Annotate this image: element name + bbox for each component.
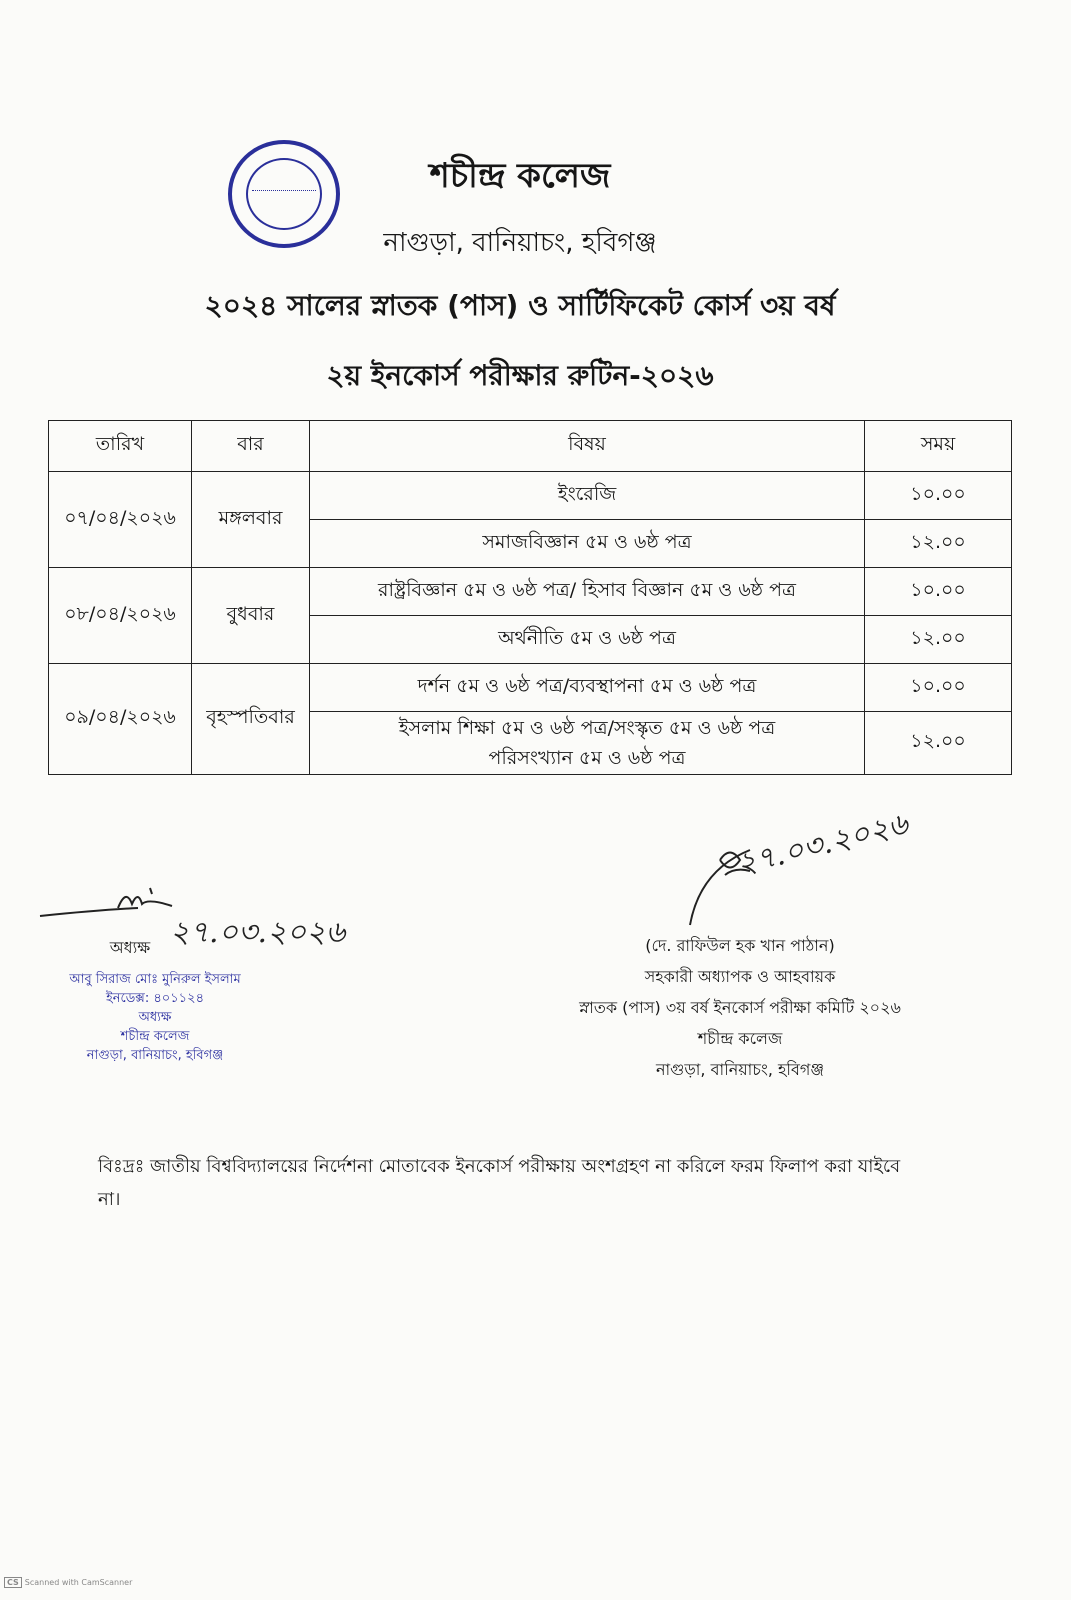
date-cell: ০৯/০৪/২০২৬ bbox=[49, 664, 192, 775]
header-date: তারিখ bbox=[49, 421, 192, 472]
table-row bbox=[49, 664, 1012, 712]
date-cell: ০৭/০৪/২০২৬ bbox=[49, 472, 192, 568]
note-text: বিঃদ্রঃ জাতীয় বিশ্ববিদ্যালয়ের নির্দেশনা মোতাবেক ইনকোর্স পরীক্ষায় অংশগ্রহণ না করিলে ফরম ফিলাপ করা যাইবে না। bbox=[98, 1156, 901, 1210]
day-cell: মঙ্গলবার bbox=[192, 472, 310, 568]
convener-signature-date: ২৭.০৩.২০২৬ bbox=[733, 806, 912, 883]
exam-routine-table bbox=[48, 420, 1012, 775]
subject-cell: ইংরেজি bbox=[310, 472, 865, 520]
subject-cell: দর্শন ৫ম ও ৬ষ্ঠ পত্র/ব্যবস্থাপনা ৫ম ও ৬ষ্ঠ পত্র bbox=[310, 664, 865, 712]
time-cell: ১০.০০ bbox=[865, 568, 1012, 616]
principal-signature bbox=[38, 880, 178, 920]
convener-designation: সহকারী অধ্যাপক ও আহবায়ক bbox=[644, 967, 836, 986]
convener-block bbox=[540, 930, 940, 1085]
college-address: নাগুড়া, বানিয়াচং, হবিগঞ্জ bbox=[383, 228, 657, 258]
scanner-watermark bbox=[4, 1578, 132, 1587]
subject-cell bbox=[310, 712, 865, 775]
principal-designation: অধ্যক্ষ bbox=[109, 938, 151, 957]
time-cell: ১২.০০ bbox=[865, 520, 1012, 568]
stamp-line: ইনডেক্স: ৪০১১২৪ bbox=[105, 991, 205, 1006]
camscanner-logo: CS bbox=[4, 1577, 22, 1588]
document-title: ২য় ইনকোর্স পরীক্ষার রুটিন-২০২৬ bbox=[326, 359, 714, 392]
stamp-line: নাগুড়া, বানিয়াচং, হবিগঞ্জ bbox=[86, 1048, 224, 1063]
header-subject: বিষয় bbox=[310, 421, 865, 472]
convener-name: (দে. রাফিউল হক খান পাঠান) bbox=[645, 936, 835, 955]
time-cell: ১০.০০ bbox=[865, 664, 1012, 712]
principal-stamp bbox=[40, 970, 270, 1065]
subject-cell: সমাজবিজ্ঞান ৫ম ও ৬ষ্ঠ পত্র bbox=[310, 520, 865, 568]
principal-signature-date: ২৭.০৩.২০২৬ bbox=[170, 915, 346, 950]
date-cell: ০৮/০৪/২০২৬ bbox=[49, 568, 192, 664]
table-row bbox=[49, 568, 1012, 616]
time-cell: ১২.০০ bbox=[865, 712, 1012, 775]
stamp-line: শচীন্দ্র কলেজ bbox=[120, 1029, 190, 1044]
convener-college: শচীন্দ্র কলেজ bbox=[697, 1029, 783, 1048]
stamp-line: অধ্যক্ষ bbox=[138, 1010, 172, 1025]
document-subtitle: ২০২৪ সালের স্নাতক (পাস) ও সার্টিফিকেট কোর্স ৩য় বর্ষ bbox=[204, 289, 836, 322]
header-time: সময় bbox=[865, 421, 1012, 472]
convener-address: নাগুড়া, বানিয়াচং, হবিগঞ্জ bbox=[655, 1060, 825, 1079]
watermark-text: Scanned with CamScanner bbox=[24, 1578, 133, 1587]
time-cell: ১০.০০ bbox=[865, 472, 1012, 520]
stamp-line: আবু সিরাজ মোঃ মুনিরুল ইসলাম bbox=[69, 972, 241, 987]
day-cell: বৃহস্পতিবার bbox=[192, 664, 310, 775]
table-row bbox=[49, 472, 1012, 520]
time-cell: ১২.০০ bbox=[865, 616, 1012, 664]
subject-line: পরিসংখ্যান ৫ম ও ৬ষ্ঠ পত্র bbox=[488, 747, 686, 769]
subject-line: ইসলাম শিক্ষা ৫ম ও ৬ষ্ঠ পত্র/সংস্কৃত ৫ম ও ৬ষ্ঠ পত্র bbox=[398, 717, 776, 739]
day-cell: বুধবার bbox=[192, 568, 310, 664]
header-day: বার bbox=[192, 421, 310, 472]
committee-name: স্নাতক (পাস) ৩য় বর্ষ ইনকোর্স পরীক্ষা কমিটি ২০২৬ bbox=[579, 998, 901, 1017]
subject-cell: অর্থনীতি ৫ম ও ৬ষ্ঠ পত্র bbox=[310, 616, 865, 664]
subject-cell: রাষ্ট্রবিজ্ঞান ৫ম ও ৬ষ্ঠ পত্র/ হিসাব বিজ্ঞান ৫ম ও ৬ষ্ঠ পত্র bbox=[310, 568, 865, 616]
table-header-row bbox=[49, 421, 1012, 472]
college-name: শচীন্দ্র কলেজ bbox=[429, 156, 611, 196]
